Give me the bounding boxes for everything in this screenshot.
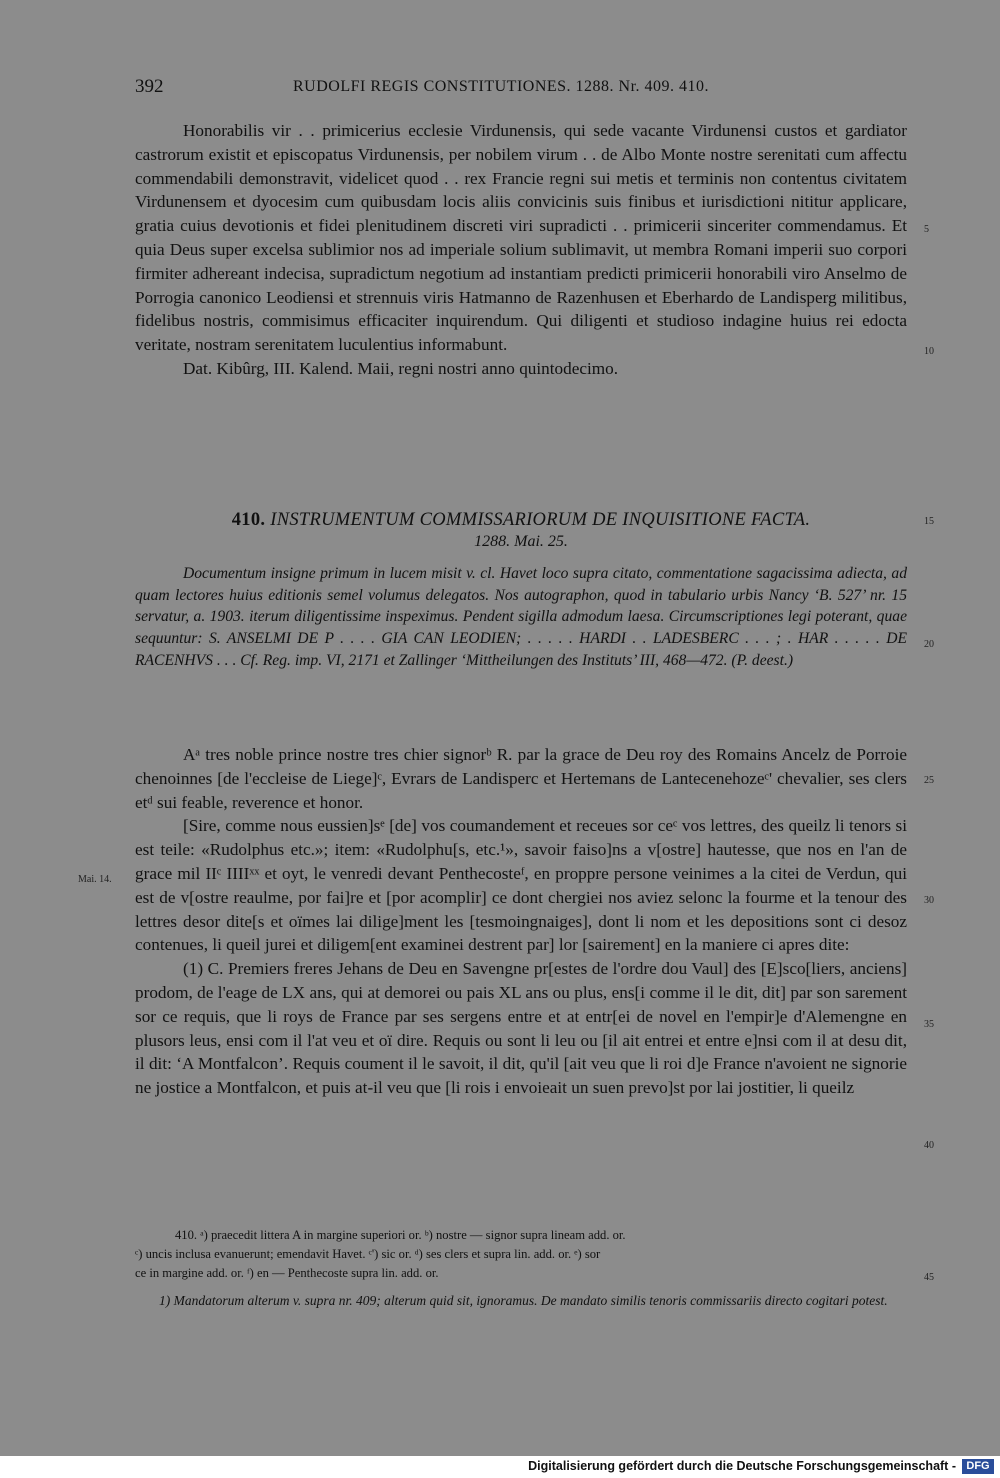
funding-credit: Digitalisierung gefördert durch die Deutsche Forschungsgemeinschaft -: [528, 1459, 956, 1473]
dfg-logo: DFG: [962, 1459, 994, 1474]
dating-clause: Dat. Kibûrg, III. Kalend. Maii, regni nostri anno quintodecimo.: [183, 358, 619, 378]
footnote-line: ce in margine add. or. ᶠ) en — Penthecoste supra lin. add. or.: [135, 1266, 439, 1280]
line-number: 40: [924, 1140, 934, 1151]
line-number: 25: [924, 775, 934, 786]
line-number: 35: [924, 1019, 934, 1030]
footnote-line: ᶜ) uncis inclusa evanuerunt; emendavit Havet. ᶜ') sic or. ᵈ) ses clers et supra lin. add. or. ᵉ) sor: [135, 1247, 601, 1261]
document-410-heading: [135, 510, 907, 551]
footnote-1: 1) Mandatorum alterum v. supra nr. 409; alterum quid sit, ignoramus. De mandato similis tenoris commissariis directo cogitari potest.: [159, 1293, 888, 1308]
paragraph-deposition-1: (1) C. Premiers freres Jehans de Deu en Savengne pr[estes de l'ordre dou Vaul] des [E]sco[liers, anciens] prodom, de l'eage de LX ans, qui at demorei ou pais XL ans ou plus, ens[i comme il le dit, dit] par son sarement sor ce requis, que li roys de France par ses sergens entre et at entr[ei de novel en l'empir]e d'Alemengne en plusors leus, ensi com il l'at veu et oï dire. Requis ou sont li leu ou [il ait entrei et entre e]nsi com il at desu dit, il dit: ‘A Montfalcon’. Requis coument il le savoit, il dit, qu'il [ait veu que li roi d]e France n'avoient ne signorie ne jostice a Montfalcon, et puis at-il veu que [li rois i envoieait un suen prevo]st por lai jostitier, li queilz: [135, 959, 907, 1098]
footnotes: [135, 1226, 907, 1311]
document-409-text: [135, 119, 907, 381]
line-number: 10: [924, 346, 934, 357]
line-number: 15: [924, 516, 934, 527]
paragraph-narration: [Sire, comme nous eussien]sᵉ [de] vos coumandement et receues sor ceᶜ vos lettres, des queilz li tenors si est teile: «Rudolphus etc.»; item: «Rudolphu[s, etc.¹», savoir faiso]ns a v[ostre] hautesse, que nos en l'an de grace mil IIᶜ IIIIˣˣ et oyt, le venredi devant Penthecosteᶠ, en proppre persone veinimes a la citei de Verdun, qui est de v[ostre reaulme, por fai]re et [por acomplir] ce dont chergiei nos aviez selonc la fourme et la tenour des lettres desor dite[s et oïmes lai dilige]ment les [tesmoingnaiges], dont li nom et les depositions sont ci desoz contenues, li queil jurei et diligem[ent examinei destrent par] lor [sairement] en la maniere ci apres dite:: [135, 816, 907, 955]
running-title: RUDOLFI REGIS CONSTITUTIONES. 1288. Nr. 409. 410.: [293, 78, 710, 95]
paragraph-address: Aᵃ tres noble prince nostre tres chier signorᵇ R. par la grace de Deu roy des Romains Ancelz de Porroie chenoinnes [de l'eccleise de Liege]ᶜ, Evrars de Landisperc et Hertemans de Lantecenehozeᶜ' chevalier, ses clers etᵈ sui feable, reverence et honor.: [135, 745, 907, 812]
page-header: [135, 76, 775, 102]
line-number: 5: [924, 224, 929, 235]
digitization-footer: [0, 1456, 1000, 1478]
document-title: [135, 510, 907, 531]
paragraph-409: Honorabilis vir . . primicerius ecclesie Virdunensis, qui sede vacante Virdunensi custos et gardiator castrorum existit et episcopatus Virdunensis, per nobilem virum . . de Albo Monte nostre serenitati cum affectu commendabili demonstravit, videlicet quod . . rex Francie regni sui metis et terminis non contentus civitatem Virdunensem et dyocesim cum quibusdam locis aliis convicinis suis finibus et iurisdictioni nititur applicare, gratia cuius devotionis et fidei plenitudinem discreti viri supradicti . . primicerii sinceriter commendamus. Et quia Deus super excelsa sublimior nos ad imperiale solium sublimavit, ut membra Romani imperii suo corpori firmiter adhereant indecisa, supradictum negotium ad instantiam predicti primicerii honorabili viro Anselmo de Porrogia canonico Leodiensi et strennuis viris Hatmanno de Razenhusen et Eberhardo de Landisperg militibus, fidelibus nostris, commisimus efficaciter inquirendum. Qui diligenti et studioso indagine huius rei edocta veritate, nostram serenitatem luculentius informabunt.: [135, 121, 907, 355]
document-410-text: [135, 743, 907, 1100]
document-title-text: INSTRUMENTUM COMMISSARIORUM DE INQUISITIONE FACTA.: [270, 510, 811, 530]
line-number: 20: [924, 639, 934, 650]
document-number: 410.: [231, 510, 266, 530]
footnote-line: 410. ᵃ) praecedit littera A in margine superiori or. ᵇ) nostre — signor supra lineam add. or.: [175, 1228, 626, 1242]
editorial-note-text: Documentum insigne primum in lucem misit v. cl. Havet loco supra citato, commentatione sagacissima adiecta, ad quam lectores huius editionis semel volumus delegatos. Nos autographon, quod in tabulario urbis Nancy ‘B. 527’ nr. 15 servatur, a. 1903. iterum diligentissime inspeximus. Pendent sigilla admodum laesa. Circumscriptiones legi poterant, quae sequuntur: S. ANSELMI DE P . . . . GIA CAN LEODIEN; . . . . . HARDI . . LADESBERC . . . ; . HAR . . . . . DE RACENHVS . . . Cf. Reg. imp. VI, 2171 et Zallinger ‘Mittheilungen des Instituts’ III, 468—472. (P. deest.): [135, 565, 907, 669]
line-number: 30: [924, 895, 934, 906]
page-number: 392: [135, 76, 164, 97]
line-number: 45: [924, 1272, 934, 1283]
editorial-note: [135, 563, 907, 672]
document-date: 1288. Mai. 25.: [474, 533, 568, 550]
margin-date-note: Mai. 14.: [78, 874, 112, 885]
